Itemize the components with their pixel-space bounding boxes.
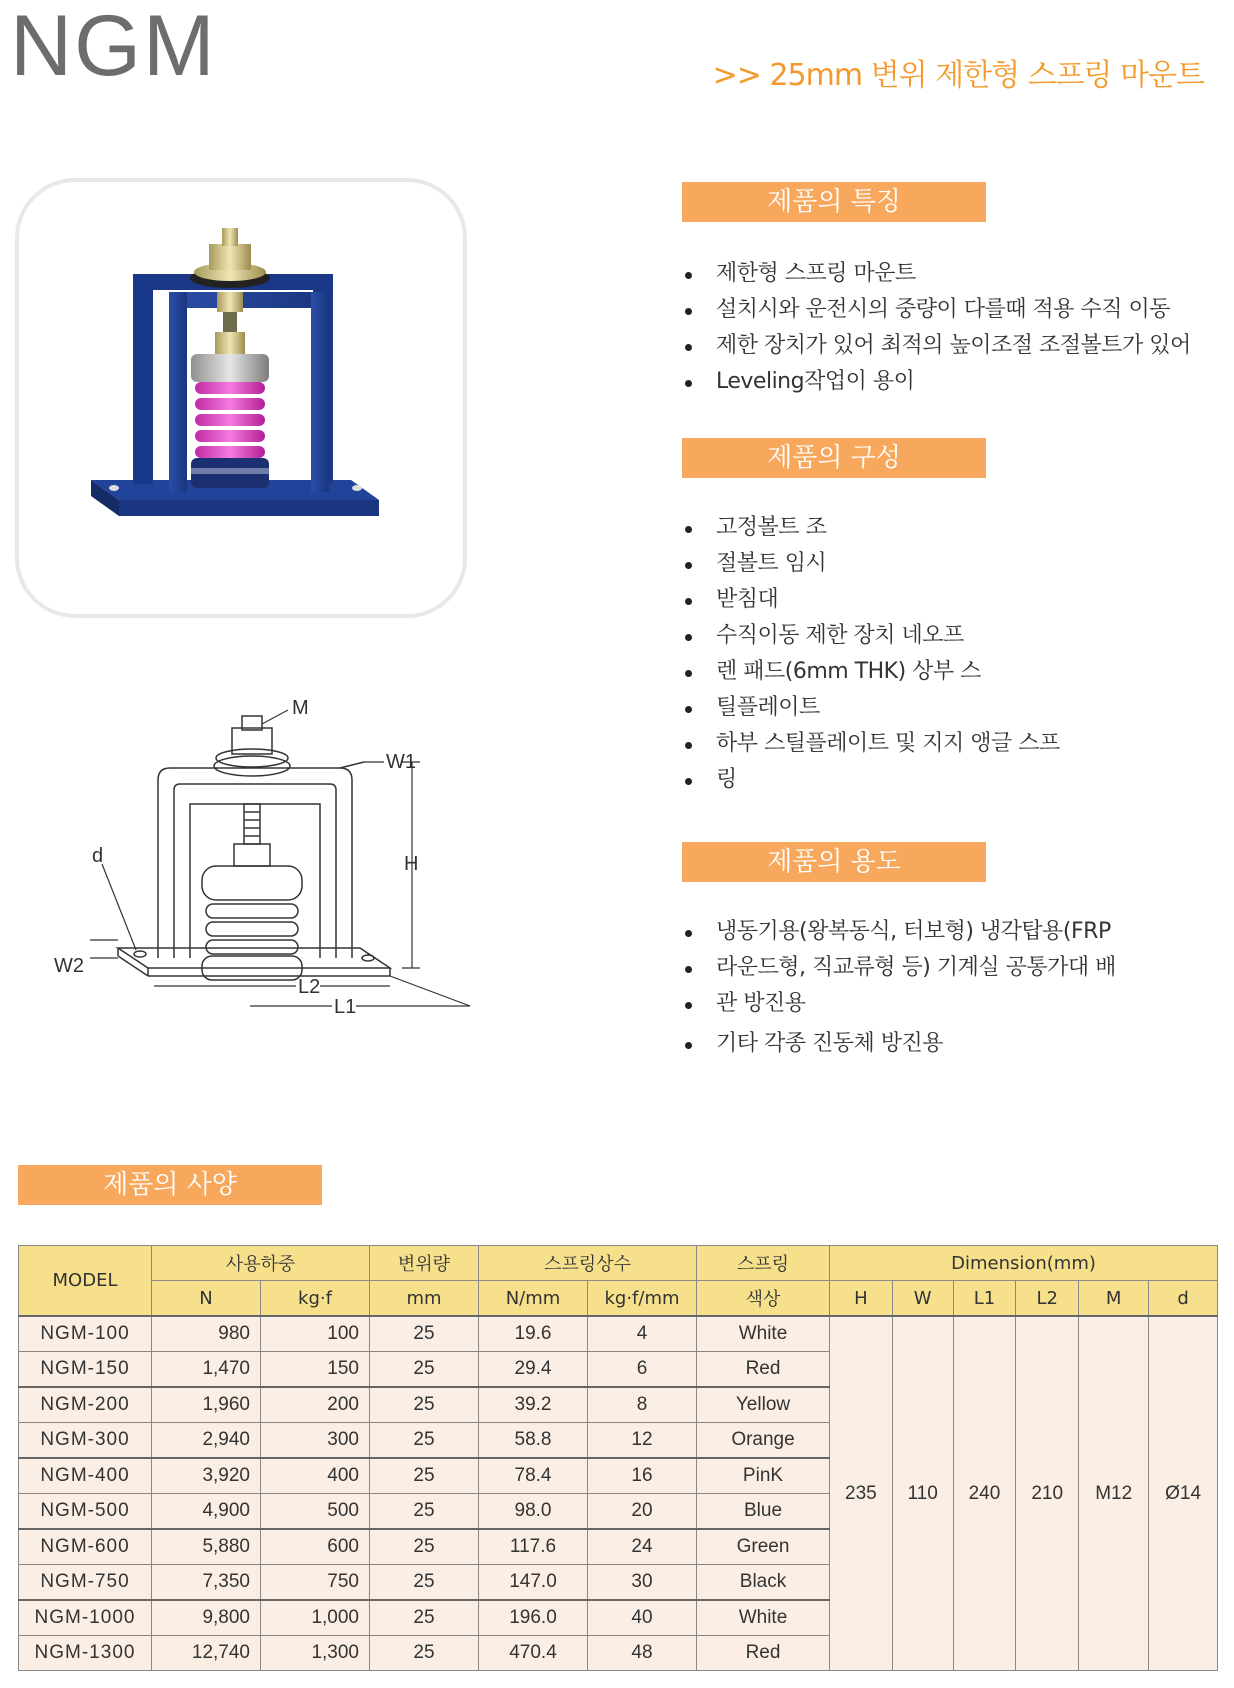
table-row bbox=[19, 1316, 1218, 1352]
col-model: MODEL bbox=[19, 1246, 152, 1317]
col-nmm: N/mm bbox=[479, 1281, 588, 1317]
cell-kgfmm: 24 bbox=[588, 1529, 697, 1565]
list-item: 링 bbox=[680, 762, 1060, 798]
col-spring-const: 스프링상수 bbox=[479, 1246, 697, 1281]
cell-color: Red bbox=[697, 1352, 830, 1388]
list-item: 라운드형, 직교류형 등) 기계실 공통가대 배 bbox=[680, 950, 1116, 986]
cell-kgfmm: 4 bbox=[588, 1316, 697, 1352]
cell-n: 7,350 bbox=[152, 1565, 261, 1601]
section-usage-title: 제품의 용도 bbox=[682, 842, 986, 882]
cell-kgfmm: 16 bbox=[588, 1458, 697, 1494]
cell-kgfmm: 6 bbox=[588, 1352, 697, 1388]
section-composition-title: 제품의 구성 bbox=[682, 438, 986, 478]
col-m: M bbox=[1079, 1281, 1149, 1317]
label-h: H bbox=[404, 853, 419, 875]
cell-kgf: 400 bbox=[261, 1458, 370, 1494]
cell-model: NGM-500 bbox=[19, 1494, 152, 1530]
brand-title: NGM bbox=[10, 0, 217, 94]
col-kgf: kg·f bbox=[261, 1281, 370, 1317]
col-n: N bbox=[152, 1281, 261, 1317]
label-d: d bbox=[92, 845, 104, 867]
list-item: 하부 스틸플레이트 및 지지 앵글 스프 bbox=[680, 726, 1060, 762]
cell-kgf: 150 bbox=[261, 1352, 370, 1388]
cell-mm: 25 bbox=[370, 1600, 479, 1636]
cell-dim-l2: 210 bbox=[1016, 1316, 1079, 1671]
col-disp: 변위량 bbox=[370, 1246, 479, 1281]
list-item: 고정볼트 조 bbox=[680, 510, 1060, 546]
product-subtitle: >> 25mm 변위 제한형 스프링 마운트 bbox=[712, 58, 1204, 93]
section-spec-title: 제품의 사양 bbox=[18, 1165, 322, 1205]
cell-n: 9,800 bbox=[152, 1600, 261, 1636]
list-item: 절볼트 임시 bbox=[680, 546, 1060, 582]
cell-dim-m: M12 bbox=[1079, 1316, 1149, 1671]
cell-mm: 25 bbox=[370, 1352, 479, 1388]
cell-mm: 25 bbox=[370, 1387, 479, 1423]
cell-nmm: 470.4 bbox=[479, 1636, 588, 1671]
cell-mm: 25 bbox=[370, 1565, 479, 1601]
cell-n: 1,470 bbox=[152, 1352, 261, 1388]
cell-kgfmm: 48 bbox=[588, 1636, 697, 1671]
cell-nmm: 78.4 bbox=[479, 1458, 588, 1494]
cell-kgf: 600 bbox=[261, 1529, 370, 1565]
list-item: 틸플레이트 bbox=[680, 690, 1060, 726]
cell-dim-h: 235 bbox=[830, 1316, 893, 1671]
cell-color: Orange bbox=[697, 1423, 830, 1459]
cell-kgf: 300 bbox=[261, 1423, 370, 1459]
cell-color: White bbox=[697, 1316, 830, 1352]
cell-mm: 25 bbox=[370, 1423, 479, 1459]
cell-dim-d: Ø14 bbox=[1149, 1316, 1218, 1671]
col-color: 색상 bbox=[697, 1281, 830, 1317]
col-mm: mm bbox=[370, 1281, 479, 1317]
cell-mm: 25 bbox=[370, 1494, 479, 1530]
cell-n: 12,740 bbox=[152, 1636, 261, 1671]
cell-kgf: 1,000 bbox=[261, 1600, 370, 1636]
col-spring: 스프링 bbox=[697, 1246, 830, 1281]
cell-nmm: 58.8 bbox=[479, 1423, 588, 1459]
list-item: Leveling작업이 용이 bbox=[680, 364, 1191, 400]
label-w1: W1 bbox=[386, 751, 416, 773]
cell-color: White bbox=[697, 1600, 830, 1636]
cell-color: Black bbox=[697, 1565, 830, 1601]
cell-dim-l1: 240 bbox=[953, 1316, 1016, 1671]
cell-mm: 25 bbox=[370, 1636, 479, 1671]
col-l1: L1 bbox=[953, 1281, 1016, 1317]
cell-color: Yellow bbox=[697, 1387, 830, 1423]
list-item: 설치시와 운전시의 중량이 다를때 적용 수직 이동 bbox=[680, 292, 1191, 328]
cell-model: NGM-100 bbox=[19, 1316, 152, 1352]
label-m: M bbox=[292, 700, 309, 719]
cell-nmm: 29.4 bbox=[479, 1352, 588, 1388]
cell-mm: 25 bbox=[370, 1529, 479, 1565]
cell-mm: 25 bbox=[370, 1458, 479, 1494]
usage-list bbox=[680, 914, 1116, 1062]
col-l2: L2 bbox=[1016, 1281, 1079, 1317]
cell-kgf: 100 bbox=[261, 1316, 370, 1352]
label-l1: L1 bbox=[334, 996, 357, 1018]
cell-kgfmm: 20 bbox=[588, 1494, 697, 1530]
list-item: 냉동기용(왕복동식, 터보형) 냉각탑용(FRP bbox=[680, 914, 1116, 950]
spring-mount-illustration bbox=[19, 182, 463, 614]
composition-list bbox=[680, 510, 1060, 798]
cell-nmm: 39.2 bbox=[479, 1387, 588, 1423]
cell-n: 5,880 bbox=[152, 1529, 261, 1565]
col-load: 사용하중 bbox=[152, 1246, 370, 1281]
cell-model: NGM-150 bbox=[19, 1352, 152, 1388]
cell-n: 3,920 bbox=[152, 1458, 261, 1494]
cell-nmm: 98.0 bbox=[479, 1494, 588, 1530]
list-item: 제한 장치가 있어 최적의 높이조절 조절볼트가 있어 bbox=[680, 328, 1191, 364]
cell-model: NGM-1000 bbox=[19, 1600, 152, 1636]
cell-kgfmm: 40 bbox=[588, 1600, 697, 1636]
cell-kgf: 200 bbox=[261, 1387, 370, 1423]
cell-nmm: 196.0 bbox=[479, 1600, 588, 1636]
cell-kgfmm: 12 bbox=[588, 1423, 697, 1459]
cell-model: NGM-400 bbox=[19, 1458, 152, 1494]
product-photo-frame bbox=[15, 178, 467, 618]
section-features-title: 제품의 특징 bbox=[682, 182, 986, 222]
cell-kgfmm: 8 bbox=[588, 1387, 697, 1423]
label-w2: W2 bbox=[54, 955, 84, 977]
label-l2: L2 bbox=[298, 976, 321, 998]
list-item: 렌 패드(6mm THK) 상부 스 bbox=[680, 654, 1060, 690]
cell-n: 980 bbox=[152, 1316, 261, 1352]
list-item: 관 방진용 bbox=[680, 986, 1116, 1022]
features-list bbox=[680, 256, 1191, 400]
cell-color: PinK bbox=[697, 1458, 830, 1494]
cell-n: 4,900 bbox=[152, 1494, 261, 1530]
cell-mm: 25 bbox=[370, 1316, 479, 1352]
cell-nmm: 117.6 bbox=[479, 1529, 588, 1565]
cell-n: 1,960 bbox=[152, 1387, 261, 1423]
col-kgfmm: kg·f/mm bbox=[588, 1281, 697, 1317]
list-item: 기타 각종 진동체 방진용 bbox=[680, 1026, 1116, 1062]
list-item: 제한형 스프링 마운트 bbox=[680, 256, 1191, 292]
cell-nmm: 147.0 bbox=[479, 1565, 588, 1601]
col-w: W bbox=[892, 1281, 953, 1317]
cell-kgf: 500 bbox=[261, 1494, 370, 1530]
list-item: 수직이동 제한 장치 네오프 bbox=[680, 618, 1060, 654]
cell-model: NGM-750 bbox=[19, 1565, 152, 1601]
cell-model: NGM-300 bbox=[19, 1423, 152, 1459]
cell-model: NGM-600 bbox=[19, 1529, 152, 1565]
cell-dim-w: 110 bbox=[892, 1316, 953, 1671]
col-h: H bbox=[830, 1281, 893, 1317]
cell-nmm: 19.6 bbox=[479, 1316, 588, 1352]
cell-kgf: 1,300 bbox=[261, 1636, 370, 1671]
cell-kgfmm: 30 bbox=[588, 1565, 697, 1601]
cell-kgf: 750 bbox=[261, 1565, 370, 1601]
cell-color: Blue bbox=[697, 1494, 830, 1530]
cell-color: Green bbox=[697, 1529, 830, 1565]
cell-color: Red bbox=[697, 1636, 830, 1671]
dimension-drawing bbox=[50, 700, 490, 1020]
spec-table bbox=[18, 1245, 1218, 1671]
cell-model: NGM-200 bbox=[19, 1387, 152, 1423]
col-d: d bbox=[1149, 1281, 1218, 1317]
col-dimension: Dimension(mm) bbox=[830, 1246, 1218, 1281]
list-item: 받침대 bbox=[680, 582, 1060, 618]
cell-n: 2,940 bbox=[152, 1423, 261, 1459]
cell-model: NGM-1300 bbox=[19, 1636, 152, 1671]
